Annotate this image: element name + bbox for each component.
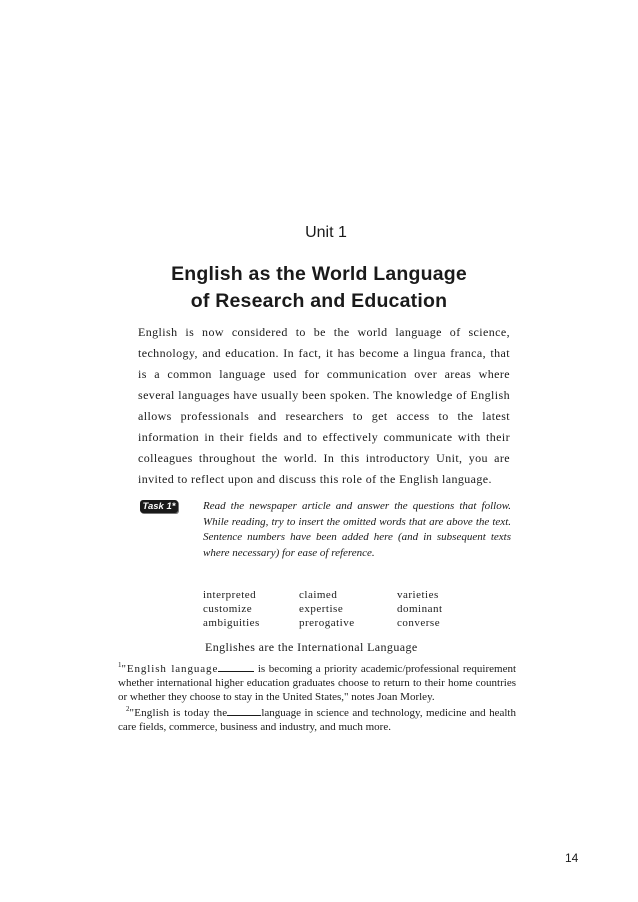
word-bank-item: prerogative: [299, 617, 355, 629]
word-bank: [203, 588, 523, 630]
page-number: 14: [565, 851, 579, 865]
task-badge: Task 1*: [140, 500, 178, 513]
fill-in-blank[interactable]: [227, 705, 261, 716]
chapter-title: [0, 261, 638, 315]
word-bank-row: [203, 588, 523, 602]
sentence-number: 2: [126, 704, 130, 713]
word-bank-item: ambiguities: [203, 617, 260, 629]
word-bank-row: [203, 616, 523, 630]
unit-label: Unit 1: [305, 224, 347, 241]
article-title: Englishes are the International Language: [205, 640, 418, 654]
word-bank-row: [203, 602, 523, 616]
intro-paragraph: English is now considered to be the world language of science, technology, and education. In fact, it has become a lingua franca, that is a common language used for communication over areas where several languages have usually been spoken. The knowledge of English allows professionals and researchers to get access to the latest information in their fields and to effectively communicate with their colleagues throughout the world. In this introductory Unit, you are invited to reflect upon and discuss this role of the English language.: [138, 325, 510, 486]
sentence-text: "English language: [121, 663, 219, 675]
task-instructions: Read the newspaper article and answer the questions that follow. While reading, try to insert the omitted words that are above the text. Sentence numbers have been added here (and in subsequent texts where necessary) for ease of reference.: [203, 500, 511, 559]
word-bank-item: converse: [397, 617, 441, 629]
word-bank-item: dominant: [397, 603, 443, 615]
sentence-text: "English is today the: [129, 706, 228, 719]
sentence-text: is becoming a priority academic/professional requirement whether international higher education graduates choose to return to their home countries or whether they choose to stay in the United States," notes Joan Morley.: [118, 663, 517, 704]
chapter-title-line-1: English as the World Language: [171, 263, 467, 285]
sentence-text: language in science and technology, medicine and health care fields, commerce, business and industry, and much more.: [118, 706, 516, 733]
word-bank-item: customize: [203, 603, 253, 615]
word-bank-item: claimed: [299, 589, 338, 601]
sentence-number: 1: [118, 661, 122, 669]
fill-in-blank[interactable]: [218, 661, 254, 672]
word-bank-item: expertise: [299, 603, 344, 615]
word-bank-item: interpreted: [203, 589, 257, 601]
article-paragraph-2: [118, 705, 516, 734]
chapter-title-line-2: of Research and Education: [190, 290, 448, 312]
article-paragraph-1: [118, 661, 516, 705]
article-body: [118, 661, 516, 734]
word-bank-item: varieties: [397, 589, 439, 601]
